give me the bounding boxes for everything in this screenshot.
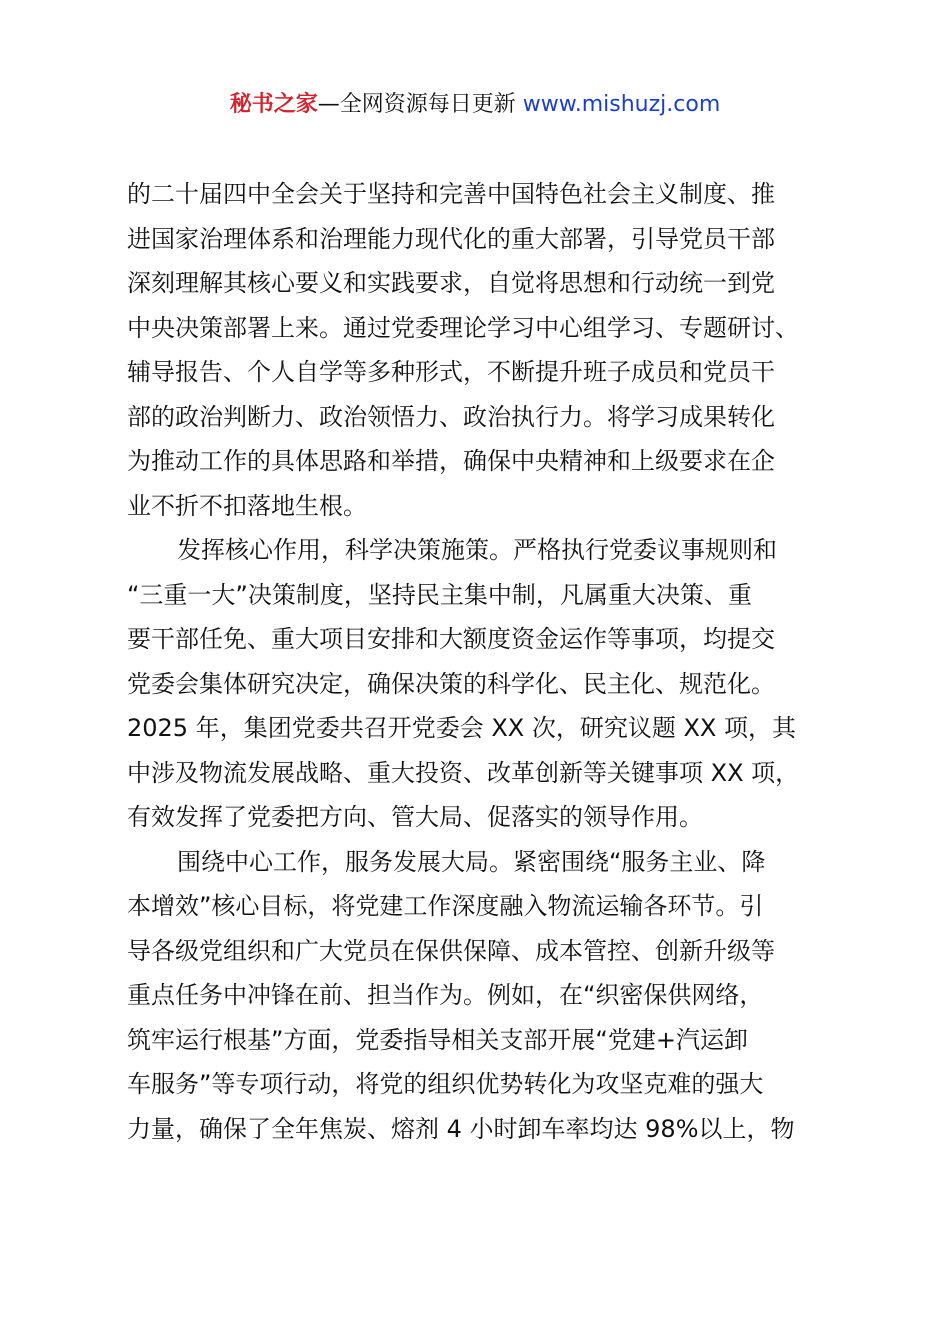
header-tagline: —全网资源每日更新 [317, 92, 523, 117]
text-line: 中央决策部署上来。通过党委理论学习中心组学习、专题研讨、 [127, 313, 799, 342]
paragraph [127, 528, 837, 840]
document-body [127, 172, 837, 1151]
paragraph [127, 172, 837, 528]
text-line: 的二十届四中全会关于坚持和完善中国特色社会主义制度、推 [127, 180, 775, 208]
text-line: 围绕中心工作，服务发展大局。紧密围绕“服务主业、降 [177, 847, 766, 876]
text-line: 导各级党组织和广大党员在保供保障、成本管控、创新升级等 [127, 936, 775, 965]
text-line: 业不折不扣落地生根。 [127, 491, 367, 520]
text-line: 发挥核心作用，科学决策施策。严格执行党委议事规则和 [177, 536, 777, 564]
text-line: 部的政治判断力、政治领悟力、政治执行力。将学习成果转化 [127, 402, 775, 431]
paragraph [127, 840, 837, 1152]
text-line: “三重一大”决策制度，坚持民主集中制，凡属重大决策、重 [127, 580, 752, 609]
site-url-link[interactable]: www.mishuzj.com [522, 92, 721, 117]
text-line: 2025 年，集团党委共召开党委会 XX 次，研究议题 XX 项，其 [127, 714, 796, 742]
text-line: 进国家治理体系和治理能力现代化的重大部署，引导党员干部 [127, 224, 775, 253]
text-line: 为推动工作的具体思路和举措，确保中央精神和上级要求在企 [127, 447, 775, 475]
text-line: 要干部任免、重大项目安排和大额度资金运作等事项，均提交 [127, 625, 775, 653]
text-line: 力量，确保了全年焦炭、熔剂 4 小时卸车率均达 98%以上，物 [127, 1114, 795, 1143]
site-brand: 秘书之家 [229, 92, 318, 117]
text-line: 深刻理解其核心要义和实践要求，自觉将思想和行动统一到党 [127, 269, 775, 297]
text-line: 中涉及物流发展战略、重大投资、改革创新等关键事项 XX 项， [127, 758, 800, 787]
text-line: 筑牢运行根基”方面，党委指导相关支部开展“党建+汽运卸 [127, 1025, 748, 1054]
text-line: 党委会集体研究决定，确保决策的科学化、民主化、规范化。 [127, 669, 775, 698]
text-line: 本增效”核心目标，将党建工作深度融入物流运输各环节。引 [127, 892, 764, 920]
text-line: 有效发挥了党委把方向、管大局、促落实的领导作用。 [127, 803, 703, 831]
text-line: 车服务”等专项行动，将党的组织优势转化为攻坚克难的强大 [127, 1070, 764, 1098]
text-line: 辅导报告、个人自学等多种形式，不断提升班子成员和党员干 [127, 358, 775, 386]
page-header [0, 88, 950, 122]
text-line: 重点任务中冲锋在前、担当作为。例如，在“织密保供网络， [127, 981, 764, 1009]
